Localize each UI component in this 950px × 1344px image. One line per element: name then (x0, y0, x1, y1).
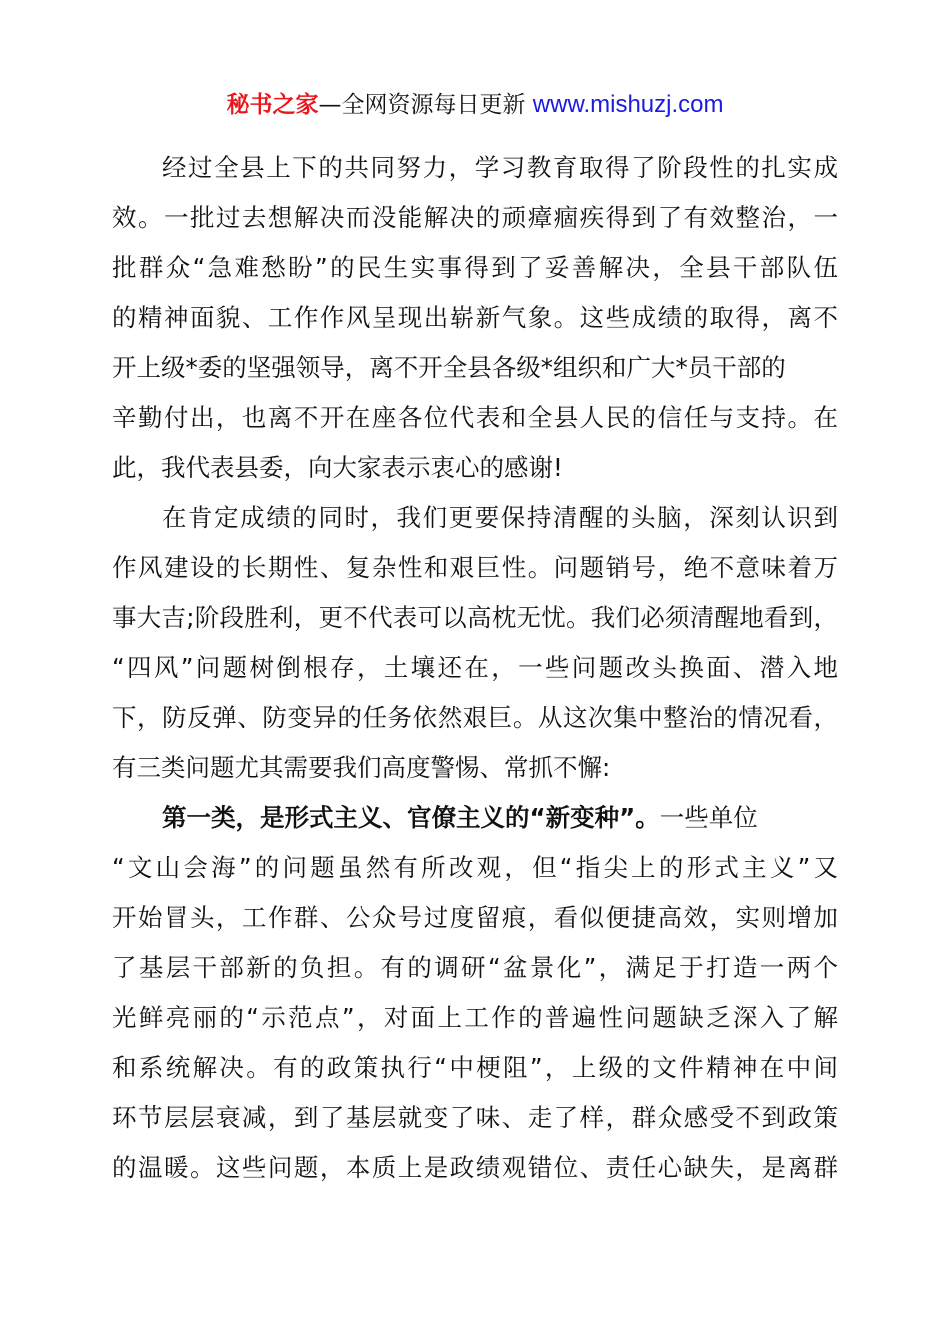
document-body (112, 143, 838, 1193)
paragraph-line: 的温暖。这些问题，本质上是政绩观错位、责任心缺失，是离群 (112, 1153, 838, 1182)
paragraph-line: 效。一批过去想解决而没能解决的顽瘴痼疾得到了有效整治，一 (112, 203, 838, 232)
site-url-link[interactable]: www.mishuzj.com (532, 91, 724, 118)
paragraph-line: 和系统解决。有的政策执行“中梗阻”，上级的文件精神在中间 (112, 1053, 838, 1082)
paragraph-line: 经过全县上下的共同努力，学习教育取得了阶段性的扎实成 (162, 153, 838, 182)
paragraph-line: 光鲜亮丽的“示范点”，对面上工作的普遍性问题缺乏深入了解 (112, 1003, 838, 1032)
site-header (0, 88, 950, 122)
section-heading: 第一类，是形式主义、官僚主义的“新变种”。 (162, 803, 660, 832)
paragraph-line: 了基层干部新的负担。有的调研“盆景化”，满足于打造一两个 (112, 953, 838, 982)
paragraph-line: 有三类问题尤其需要我们高度警惕、常抓不懈: (112, 753, 611, 782)
paragraph-line: 开上级*委的坚强领导，离不开全县各级*组织和广大*员干部的 (112, 353, 786, 382)
paragraph-text: 一些单位 (659, 803, 758, 832)
paragraph-line: 辛勤付出，也离不开在座各位代表和全县人民的信任与支持。在 (112, 403, 838, 432)
paragraph-line: 作风建设的长期性、复杂性和艰巨性。问题销号，绝不意味着万 (112, 553, 838, 582)
site-brand: 秘书之家 (226, 92, 319, 118)
paragraph-line: 的精神面貌、工作作风呈现出崭新气象。这些成绩的取得，离不 (112, 303, 838, 332)
paragraph-line (112, 793, 838, 843)
paragraph-line: 下，防反弹、防变异的任务依然艰巨。从这次集中整治的情况看， (112, 703, 838, 732)
paragraph-line: 事大吉;阶段胜利，更不代表可以高枕无忧。我们必须清醒地看到， (112, 603, 838, 632)
paragraph-line: 环节层层衰减，到了基层就变了味、走了样，群众感受不到政策 (112, 1103, 838, 1132)
paragraph-line: “四风”问题树倒根存，土壤还在，一些问题改头换面、潜入地 (112, 653, 838, 682)
paragraph-line: 批群众“急难愁盼”的民生实事得到了妥善解决，全县干部队伍 (112, 253, 838, 282)
paragraph-line: 此，我代表县委，向大家表示衷心的感谢! (112, 453, 563, 482)
paragraph-line: 在肯定成绩的同时，我们更要保持清醒的头脑，深刻认识到 (162, 503, 838, 532)
site-tagline: —全网资源每日更新 (318, 92, 533, 118)
paragraph-line: “文山会海”的问题虽然有所改观，但“指尖上的形式主义”又 (112, 853, 838, 882)
paragraph-line: 开始冒头，工作群、公众号过度留痕，看似便捷高效，实则增加 (112, 903, 838, 932)
